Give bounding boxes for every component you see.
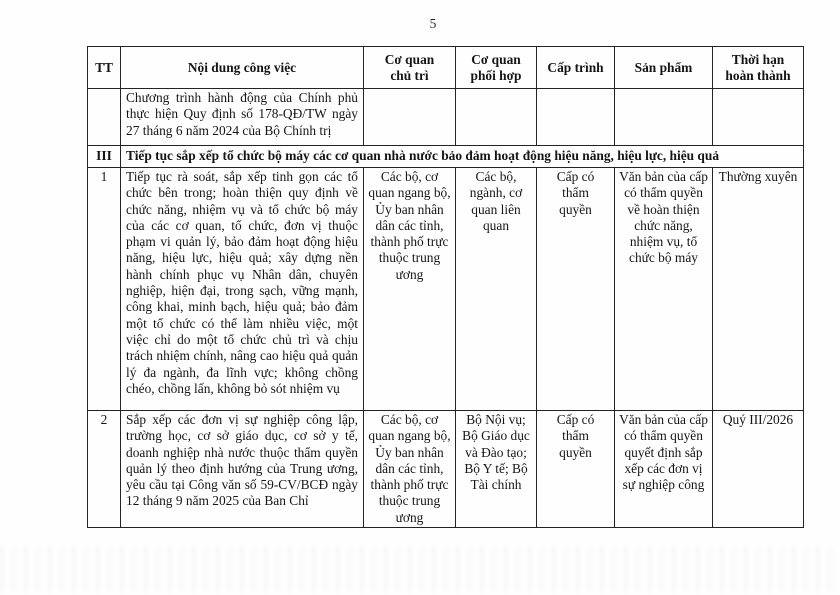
cell-san-pham: Văn bản của cấp có thẩm quyền quyết định sắp xếp các đơn vị sự nghiệp công (615, 411, 713, 528)
page-number: 5 (429, 16, 437, 31)
cell-phoi-hop (456, 89, 537, 146)
col-header-noi-dung-label: Nội dung công việc (187, 59, 297, 75)
col-header-cap-trinh (537, 47, 615, 89)
col-header-co-quan-phoi-hop-label: Cơ quan phối hợp (470, 51, 522, 83)
table-row-item-2 (88, 411, 804, 528)
table-row-item-1 (88, 168, 804, 411)
cell-cap-trinh-text: Cấp có thẩm quyền (556, 169, 595, 217)
cell-thoi-han: Thường xuyên (713, 168, 804, 411)
action-plan-table (87, 46, 804, 528)
cell-cap-trinh (537, 89, 615, 146)
cell-tt: 2 (88, 411, 121, 528)
cell-phoi-hop: Các bộ, ngành, cơ quan liên quan (456, 168, 537, 411)
col-header-co-quan-chu-tri (364, 47, 456, 89)
cell-tt: III (88, 146, 121, 168)
cell-cap-trinh (537, 411, 615, 528)
table-row-continuation (88, 89, 804, 146)
col-header-thoi-han (713, 47, 804, 89)
cell-chu-tri (364, 89, 456, 146)
cell-tt: 1 (88, 168, 121, 411)
cell-cap-trinh (537, 168, 615, 411)
cell-san-pham: Văn bản của cấp có thẩm quyền về hoàn thiện chức năng, nhiệm vụ, tổ chức bộ máy (615, 168, 713, 411)
cell-content: Tiếp tục rà soát, sắp xếp tinh gọn các tổ chức bên trong; hoàn thiện quy định về chức năng, nhiệm vụ và tổ chức bộ máy của các cơ quan, tổ chức, đơn vị thuộc phạm vi quản lý, bảo đảm hoạt động hiệu năng, hiệu lực, hiệu quả; xây dựng nền hành chính phục vụ Nhân dân, chuyên nghiệp, hiện đại, trong sạch, vững mạnh, công khai, minh bạch, hiệu quả; bảo đảm một tổ chức có thể làm nhiều việc, một việc chỉ do một tổ chức chủ trì và chịu trách nhiệm chính, nâng cao hiệu quả quản lý đa ngành, đa lĩnh vực; không chồng chéo, chồng lấn, không bỏ sót nhiệm vụ (121, 168, 364, 411)
cell-thoi-han (713, 89, 804, 146)
cell-content: Sắp xếp các đơn vị sự nghiệp công lập, trường học, cơ sở giáo dục, cơ sở y tế, doanh nghiệp nhà nước thuộc thẩm quyền quản lý theo định hướng của Trung ương, yêu cầu tại Công văn số 59-CV/BCĐ ngày 12 tháng 9 năm 2025 của Ban Chỉ (121, 411, 364, 528)
col-header-tt-label: TT (95, 59, 113, 75)
cell-chu-tri: Các bộ, cơ quan ngang bộ, Ủy ban nhân dân các tỉnh, thành phố trực thuộc trung ương (364, 168, 456, 411)
col-header-san-pham-label: Sản phẩm (634, 59, 693, 75)
cell-phoi-hop: Bộ Nội vụ; Bộ Giáo dục và Đào tạo; Bộ Y tế; Bộ Tài chính (456, 411, 537, 528)
col-header-noi-dung (121, 47, 364, 89)
col-header-thoi-han-label: Thời hạn hoàn thành (725, 51, 791, 83)
cell-content: Chương trình hành động của Chính phủ thực hiện Quy định số 178-QĐ/TW ngày 27 tháng 6 năm 2024 của Bộ Chính trị (121, 89, 364, 146)
cell-section-title: Tiếp tục sắp xếp tổ chức bộ máy các cơ quan nhà nước bảo đảm hoạt động hiệu năng, hiệu lực, hiệu quả (121, 146, 804, 168)
table-header-row (88, 47, 804, 89)
cell-cap-trinh-text: Cấp có thẩm quyền (556, 412, 595, 460)
cell-tt (88, 89, 121, 146)
scan-noise-artifact (0, 546, 840, 592)
table-row-section-iii (88, 146, 804, 168)
cell-chu-tri: Các bộ, cơ quan ngang bộ, Ủy ban nhân dân các tỉnh, thành phố trực thuộc trung ương (364, 411, 456, 528)
col-header-san-pham (615, 47, 713, 89)
cell-san-pham (615, 89, 713, 146)
col-header-co-quan-chu-tri-label: Cơ quan chủ trì (384, 51, 435, 83)
col-header-cap-trinh-label: Cấp trình (547, 59, 604, 75)
col-header-co-quan-phoi-hop (456, 47, 537, 89)
col-header-tt (88, 47, 121, 89)
cell-thoi-han: Quý III/2026 (713, 411, 804, 528)
